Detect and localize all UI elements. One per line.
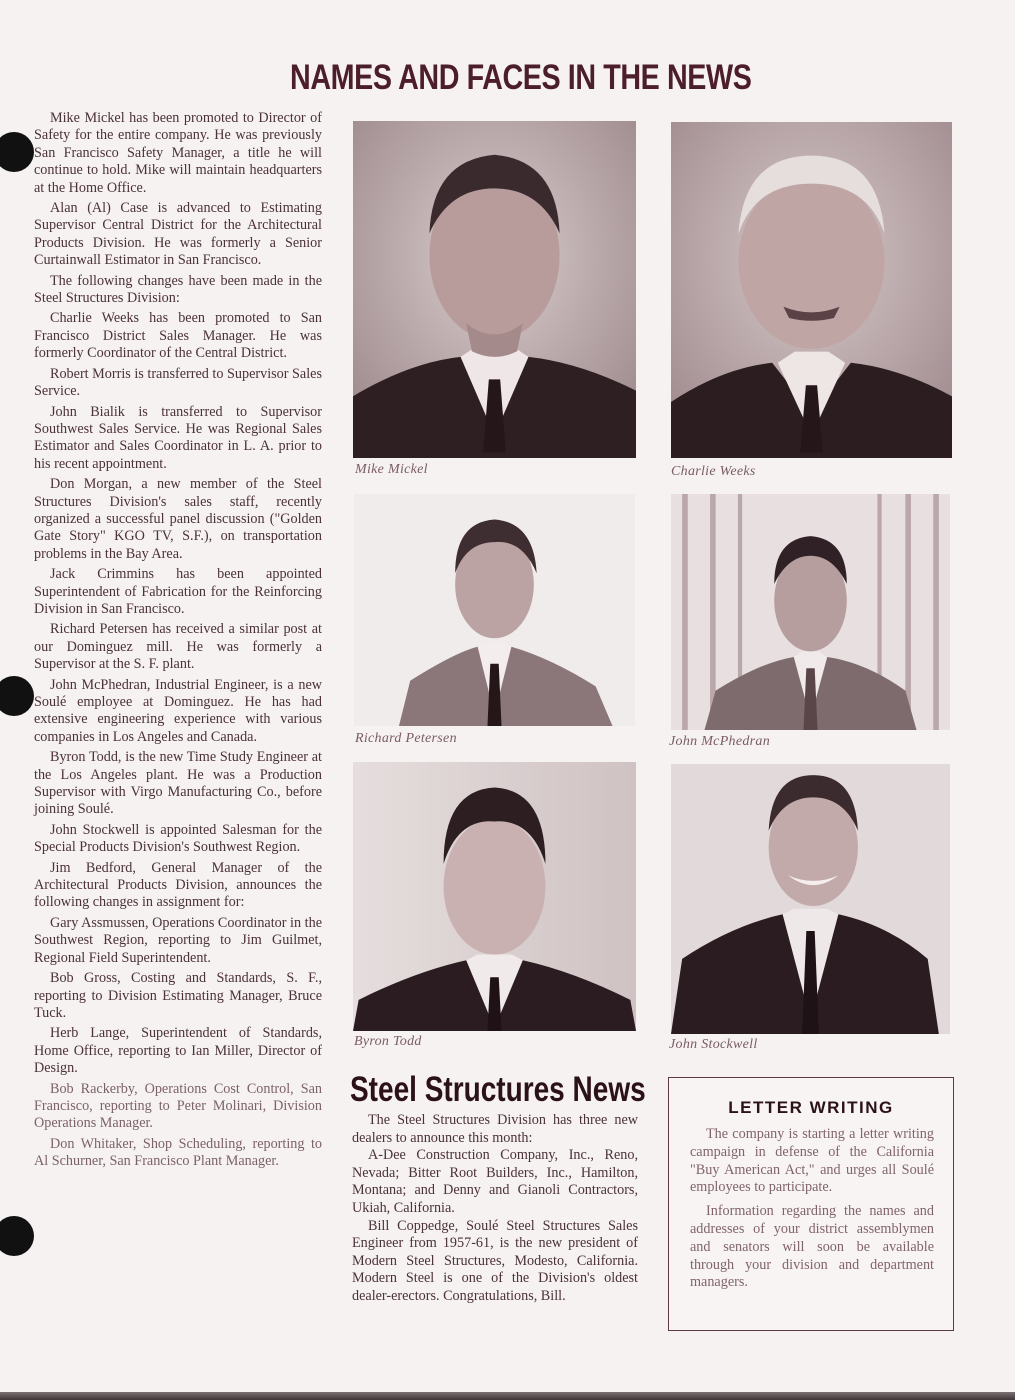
photo-john-stockwell (671, 764, 950, 1034)
news-paragraph: Bob Gross, Costing and Standards, S. F., reporting to Division Estimating Manager, Bruce Tuck. (34, 970, 322, 1021)
portrait-image (671, 764, 950, 1034)
photo-caption: John Stockwell (669, 1037, 758, 1052)
photo-caption: Byron Todd (354, 1034, 422, 1049)
news-paragraph: Information regarding the names and addresses of your district assemblymen and senators will soon be available through your division and department managers. (690, 1203, 934, 1291)
news-paragraph: Don Whitaker, Shop Scheduling, reporting to Al Schurner, San Francisco Plant Manager. (34, 1135, 322, 1170)
steel-news-body (352, 1112, 638, 1306)
portrait-image (353, 121, 636, 458)
news-paragraph: John Stockwell is appointed Salesman for the Special Products Division's Southwest Region. (34, 821, 322, 856)
news-paragraph: Charlie Weeks has been promoted to San Francisco District Sales Manager. He was formerly Coordinator of the Central District. (34, 310, 322, 362)
section-heading: Steel Structures News (350, 1070, 646, 1109)
punch-hole (0, 1216, 34, 1256)
news-paragraph: Robert Morris is transferred to Supervisor Sales Service. (34, 365, 322, 400)
news-paragraph: The company is starting a letter writing campaign in defense of the California "Buy American Act," and urges all Soulé employees to participate. (690, 1126, 934, 1196)
photo-caption: Mike Mickel (355, 462, 428, 477)
news-paragraph: The following changes have been made in the Steel Structures Division: (34, 272, 322, 307)
photo-richard-petersen (354, 494, 635, 726)
news-paragraph: A-Dee Construction Company, Inc., Reno, Nevada; Bitter Root Builders, Inc., Hamilton, Montana; and Denny and Gianoli Contractors, Ukiah, California. (352, 1147, 638, 1216)
news-paragraph: Mike Mickel has been promoted to Director of Safety for the entire company. He was previously San Francisco Safety Manager, a title he will continue to hold. Mike will maintain headquarters at the Home Office. (34, 110, 322, 196)
news-paragraph: Herb Lange, Superintendent of Standards, Home Office, reporting to Ian Miller, Director of Design. (34, 1025, 322, 1077)
news-paragraph: Richard Petersen has received a similar post at our Dominguez mill. He was formerly a Supervisor at the S. F. plant. (34, 621, 322, 673)
letter-writing-title: LETTER WRITING (728, 1098, 894, 1117)
photo-byron-todd (353, 762, 636, 1031)
photo-caption: Richard Petersen (355, 731, 457, 746)
punch-hole (0, 132, 34, 172)
news-paragraph: Don Morgan, a new member of the Steel Structures Division's sales staff, recently organized a successful panel discussion ("Golden Gate Story" KGO TV, S.F.), on transportation problems in the Bay Area. (34, 476, 322, 562)
news-paragraph: Jack Crimmins has been appointed Superintendent of Fabrication for the Reinforcing Division in San Francisco. (34, 566, 322, 617)
photo-caption: John McPhedran (669, 734, 771, 749)
portrait-image (353, 762, 636, 1031)
portrait-image (671, 122, 952, 458)
news-paragraph: Alan (Al) Case is advanced to Estimating Supervisor Central District for the Architectural Products Division. He was formerly a Senior Curtainwall Estimator in San Francisco. (34, 200, 322, 269)
portrait-image (354, 494, 635, 726)
news-column (34, 110, 322, 1174)
scan-edge (0, 1392, 1015, 1400)
news-paragraph: Bill Coppedge, Soulé Steel Structures Sales Engineer from 1957-61, is the new president of Modern Steel Structures, Modesto, California. Modern Steel is one of the Division's oldest dealer-erectors. Congratulations, Bill. (352, 1217, 638, 1304)
photo-john-mcphedran (671, 494, 950, 730)
portrait-image (671, 494, 950, 730)
news-paragraph: John Bialik is transferred to Supervisor Southwest Sales Service. He was Regional Sales Estimator and Sales Coordinator in L. A. prior to his recent appointment. (34, 403, 322, 472)
punch-hole (0, 676, 34, 716)
news-paragraph: Gary Assmussen, Operations Coordinator in the Southwest Region, reporting to Jim Guilmet, Regional Field Superintendent. (34, 914, 322, 966)
news-paragraph: Bob Rackerby, Operations Cost Control, San Francisco, reporting to Peter Molinari, Division Operations Manager. (34, 1080, 322, 1132)
news-paragraph: Jim Bedford, General Manager of the Architectural Products Division, announces the following changes in assignment for: (34, 859, 322, 911)
letter-writing-box (668, 1077, 954, 1331)
photo-charlie-weeks (671, 122, 952, 458)
photo-mike-mickel (353, 121, 636, 458)
news-paragraph: The Steel Structures Division has three new dealers to announce this month: (352, 1112, 638, 1146)
photo-caption: Charlie Weeks (671, 464, 756, 479)
news-paragraph: John McPhedran, Industrial Engineer, is a new Soulé employee at Dominguez. He has had extensive engineering experience with various companies in Los Angeles and Canada. (34, 676, 322, 745)
news-paragraph: Byron Todd, is the new Time Study Engineer at the Los Angeles plant. He was a Production Supervisor with Virgo Manufacturing Co., before joining Soulé. (34, 749, 322, 818)
letter-writing-body (690, 1126, 934, 1298)
page-title: NAMES AND FACES IN THE NEWS (290, 58, 752, 97)
